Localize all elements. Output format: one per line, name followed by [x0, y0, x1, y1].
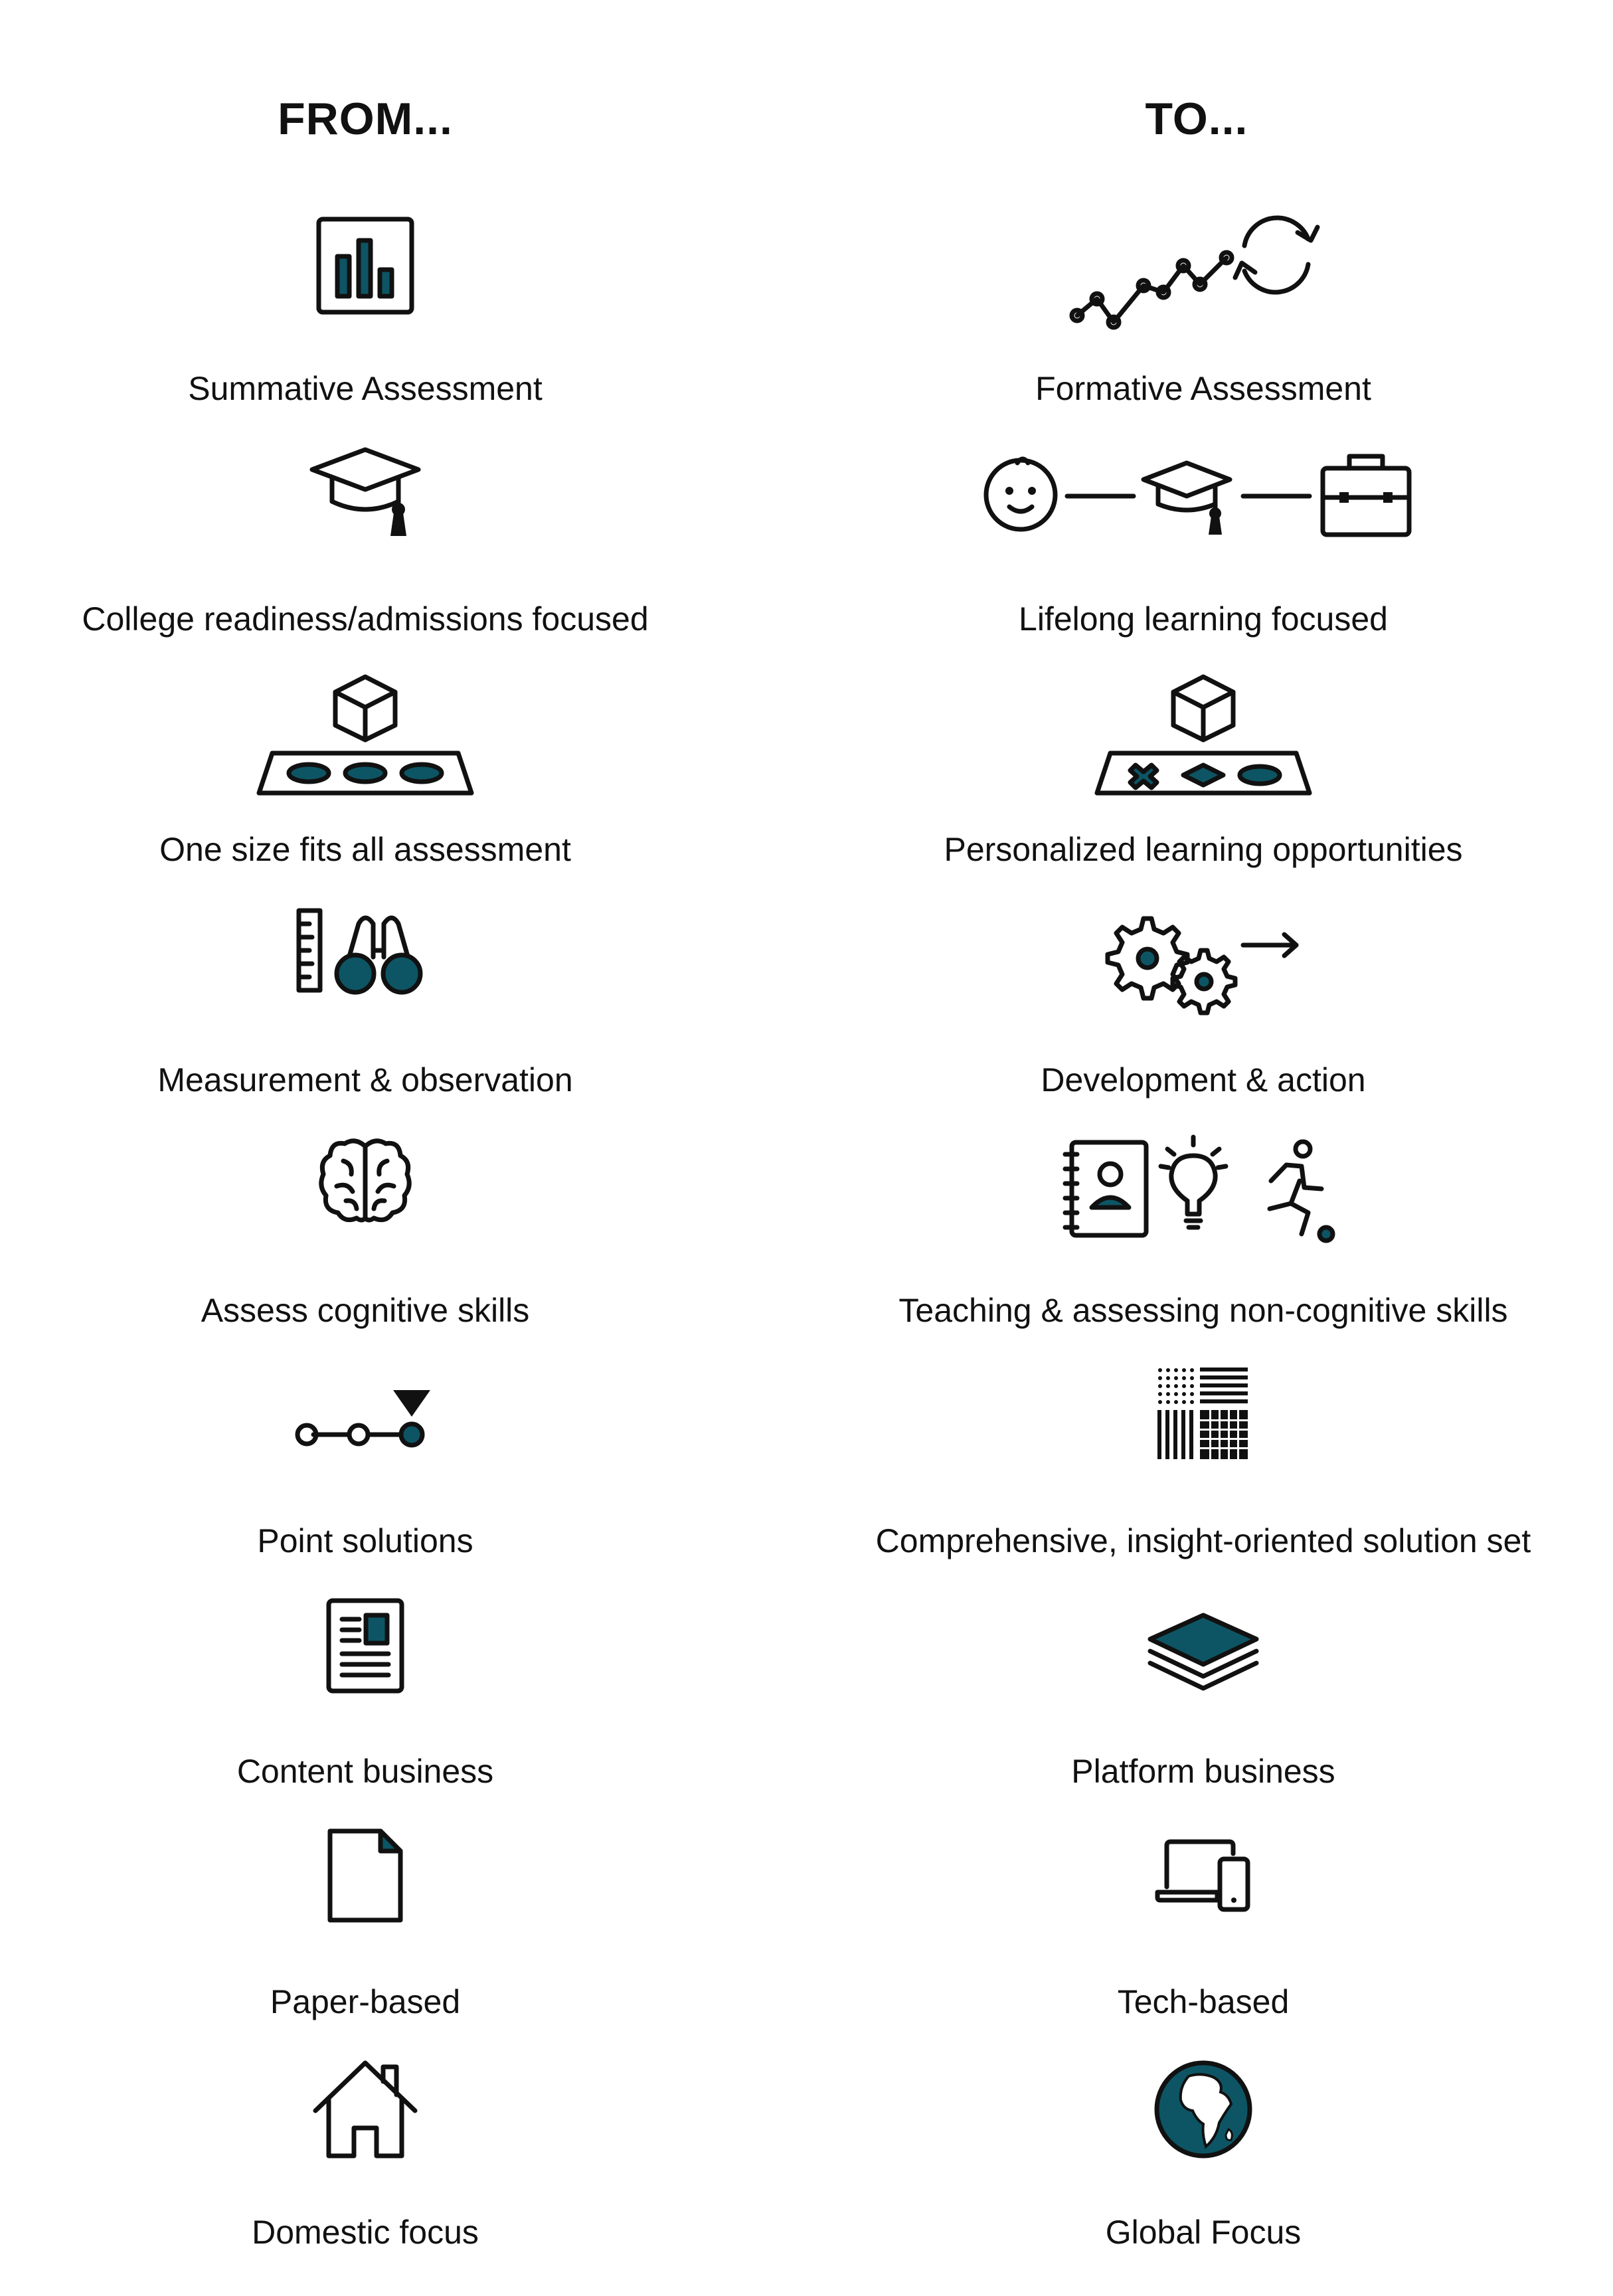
document-page-icon	[322, 1595, 408, 1695]
graduation-cap-icon	[305, 443, 425, 543]
to-label: Tech-based	[1117, 1983, 1290, 2020]
cube-uniform-slots-icon	[252, 673, 478, 800]
from-label: Domestic focus	[252, 2214, 479, 2251]
baby-cap-briefcase-icon	[984, 443, 1422, 543]
to-label: Platform business	[1071, 1753, 1335, 1790]
from-label: Assess cognitive skills	[201, 1292, 530, 1329]
globe-icon	[1150, 2056, 1256, 2163]
gears-arrow-icon	[1097, 904, 1310, 1023]
to-label: Development & action	[1041, 1061, 1366, 1099]
from-label: Paper-based	[270, 1983, 461, 2020]
devices-icon	[1153, 1826, 1253, 1919]
ruler-binoculars-icon	[292, 904, 438, 997]
bar-chart-icon	[312, 213, 418, 319]
from-label: Measurement & observation	[157, 1061, 573, 1099]
from-label: One size fits all assessment	[159, 831, 571, 868]
from-label: Point solutions	[257, 1522, 473, 1559]
house-icon	[309, 2056, 422, 2163]
from-label: Content business	[236, 1753, 494, 1790]
brain-icon	[315, 1134, 415, 1227]
from-heading: FROM...	[278, 94, 453, 144]
paper-icon	[322, 1826, 408, 1925]
from-label: Summative Assessment	[188, 370, 543, 407]
trend-cycle-icon	[1064, 213, 1343, 332]
from-label: College readiness/admissions focused	[82, 600, 649, 638]
to-label: Global Focus	[1105, 2214, 1302, 2251]
point-nodes-icon	[292, 1365, 438, 1458]
dot-grid-icon	[1153, 1365, 1253, 1464]
to-label: Teaching & assessing non-cognitive skills	[898, 1292, 1508, 1329]
layers-icon	[1140, 1595, 1266, 1695]
notebook-bulb-runner-icon	[1057, 1134, 1349, 1247]
to-label: Formative Assessment	[1035, 370, 1371, 407]
to-label: Comprehensive, insight-oriented solution set	[875, 1522, 1531, 1559]
to-label: Lifelong learning focused	[1019, 600, 1388, 638]
cube-varied-slots-icon	[1090, 673, 1316, 800]
to-heading: TO...	[1145, 94, 1248, 144]
to-label: Personalized learning opportunities	[944, 831, 1463, 868]
